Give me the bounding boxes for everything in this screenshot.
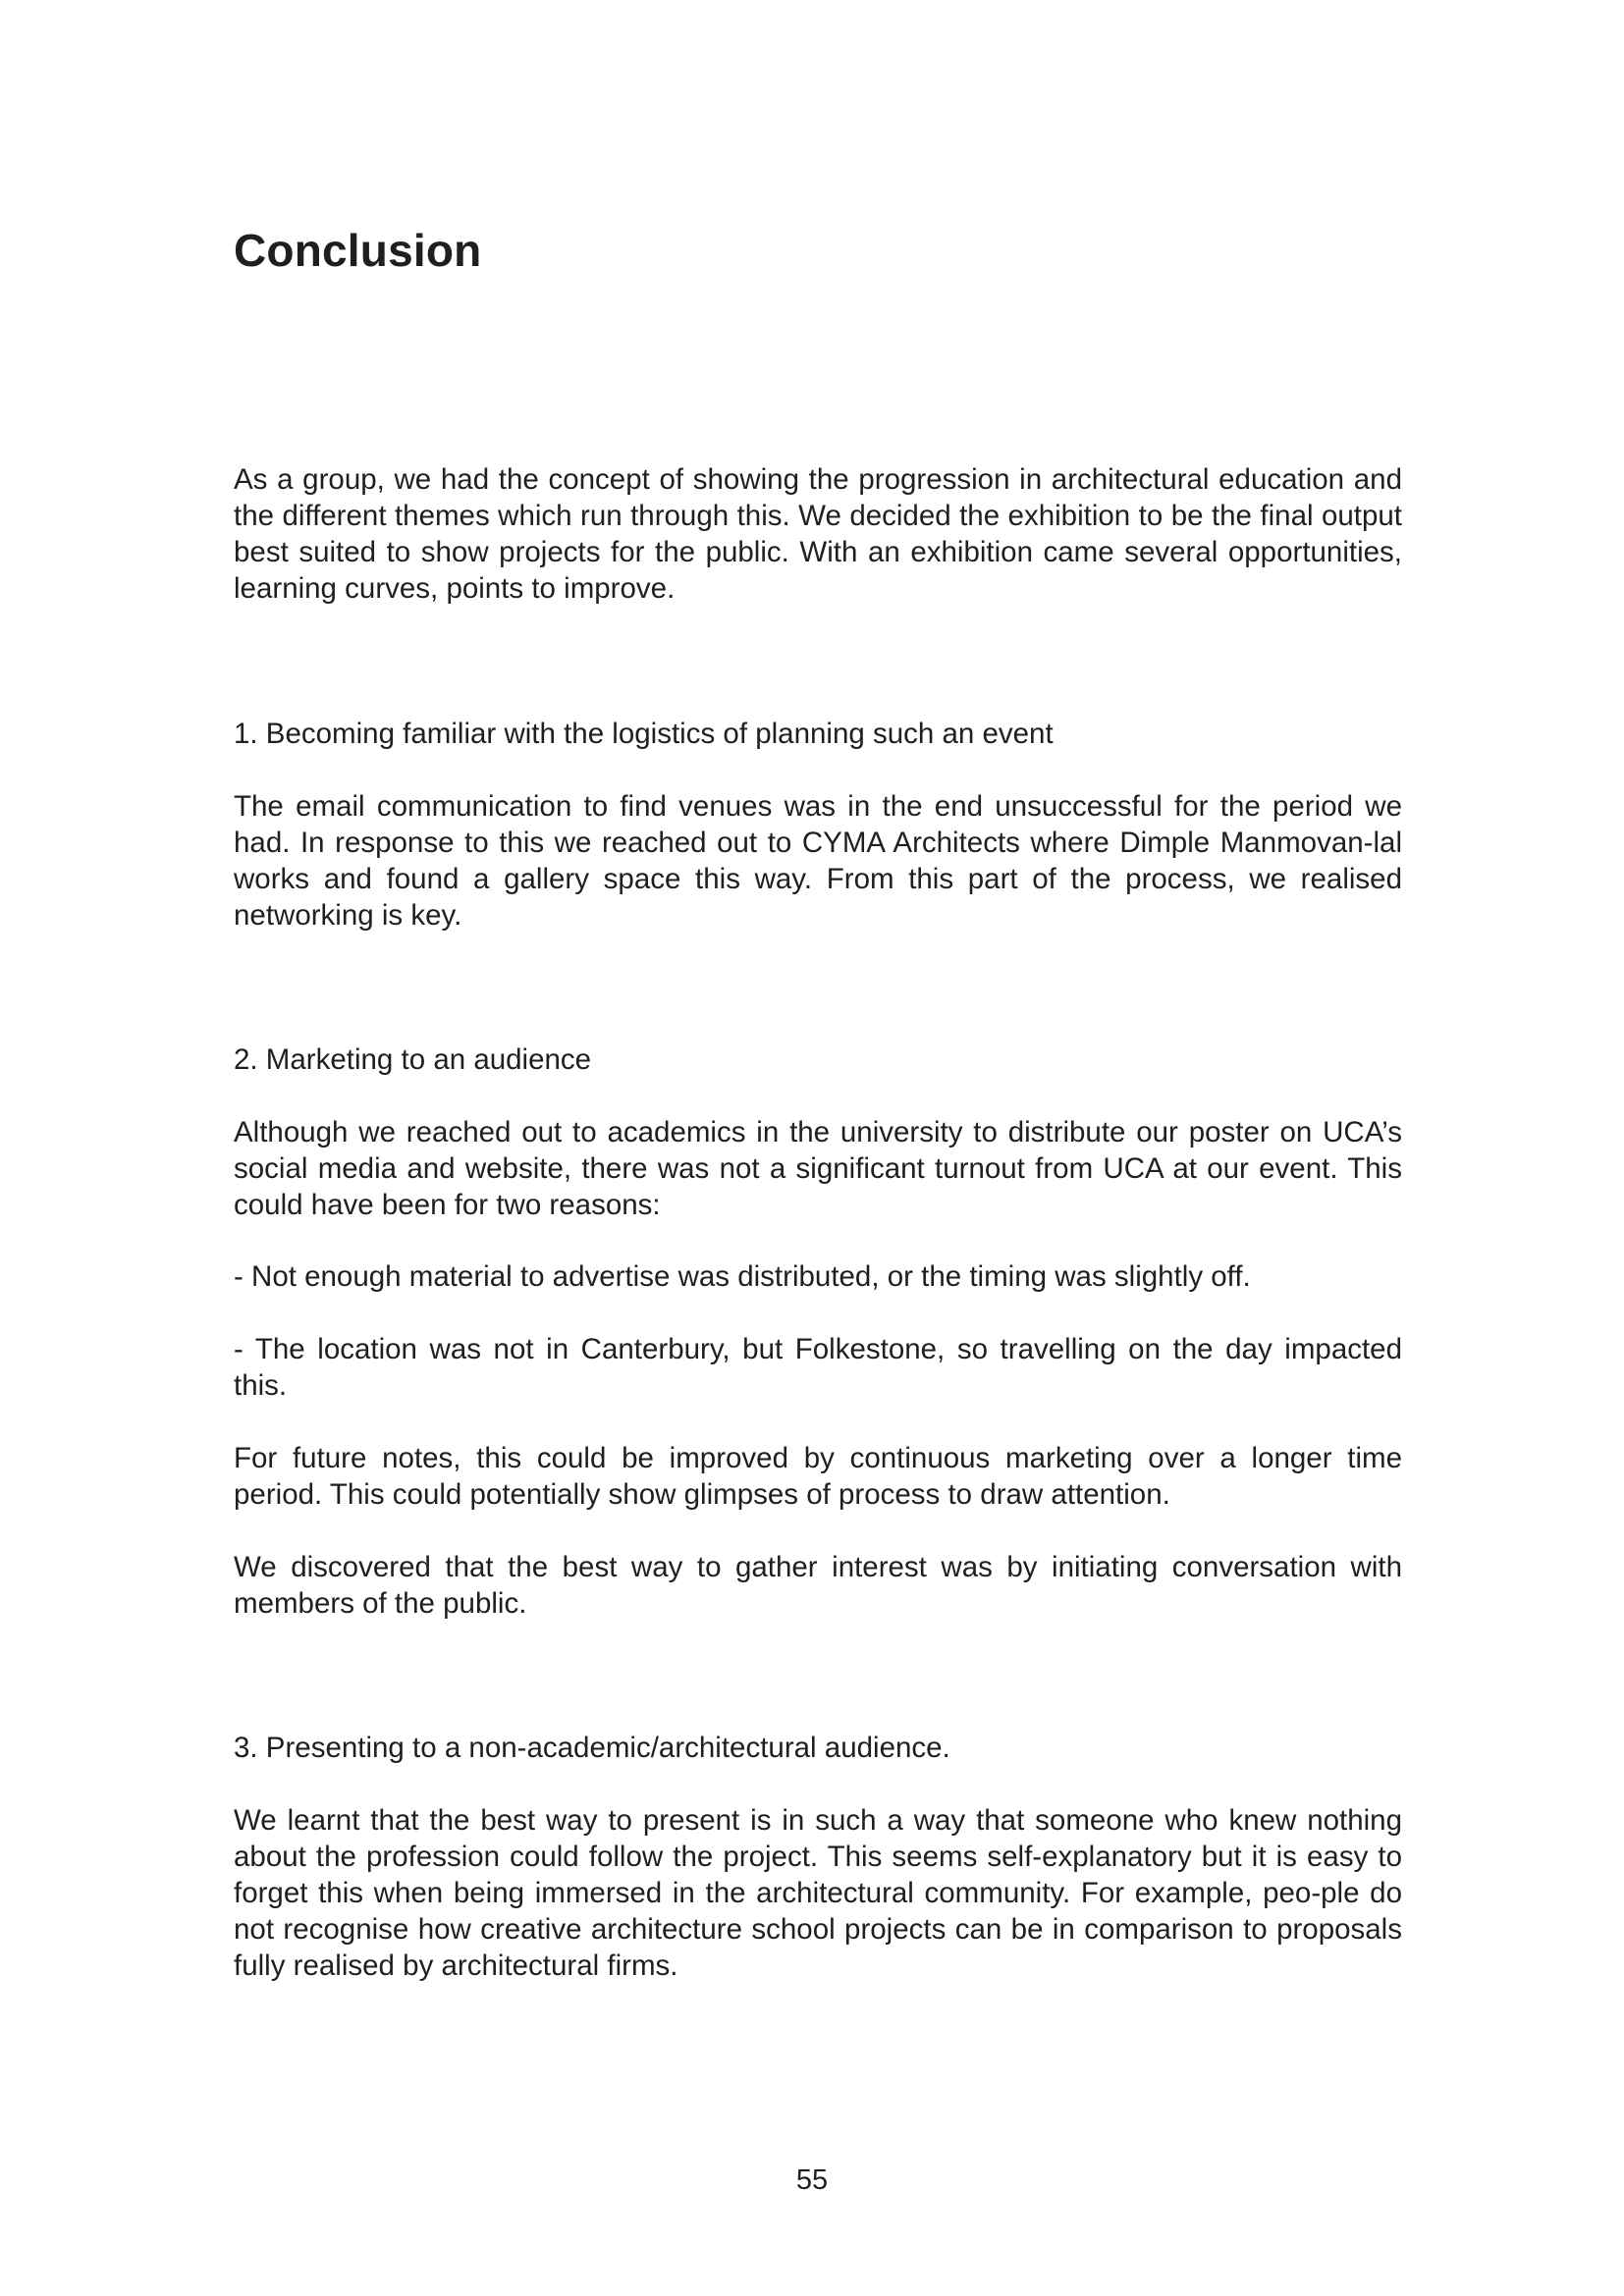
- section-paragraph: For future notes, this could be improved by continuous marketing over a longer time period. This could potentially show glimpses of process to draw attention.: [234, 1442, 1402, 1511]
- bullet-point: - Not enough material to advertise was distributed, or the timing was slightly off.: [234, 1260, 1251, 1293]
- section-paragraph: The email communication to find venues was in the end unsuccessful for the period we had. In response to this we reached out to CYMA Architects where Dimple Manmovan-lal works and found a gallery space this way. From this part of the process, we realised networking is key.: [234, 790, 1402, 932]
- intro-paragraph: As a group, we had the concept of showing the progression in architectural education and the different themes which run through this. We decided the exhibition to be the final output best suited to show projects for the public. With an exhibition came several opportunities, learning curves, points to improve.: [234, 463, 1402, 605]
- bullet-point: - The location was not in Canterbury, but Folkestone, so travelling on the day impacted this.: [234, 1333, 1402, 1402]
- page-title: Conclusion: [234, 225, 482, 276]
- section-paragraph: Although we reached out to academics in the university to distribute our poster on UCA’s social media and website, there was not a significant turnout from UCA at our event. This could have been for two reasons:: [234, 1116, 1402, 1221]
- section-heading-logistics: 1. Becoming familiar with the logistics of planning such an event: [234, 718, 1054, 750]
- section-heading-marketing: 2. Marketing to an audience: [234, 1043, 592, 1076]
- section-heading-presenting: 3. Presenting to a non-academic/architectural audience.: [234, 1732, 950, 1764]
- section-paragraph: We learnt that the best way to present is in such a way that someone who knew nothing about the profession could follow the project. This seems self-explanatory but it is easy to forget this when being immersed in the architectural community. For example, peo-ple do not recognise how creative architecture school projects can be in comparison to proposals fully realised by architectural firms.: [234, 1804, 1402, 1982]
- section-paragraph: We discovered that the best way to gather interest was by initiating conversation with members of the public.: [234, 1551, 1402, 1620]
- page-number: 55: [795, 2164, 829, 2196]
